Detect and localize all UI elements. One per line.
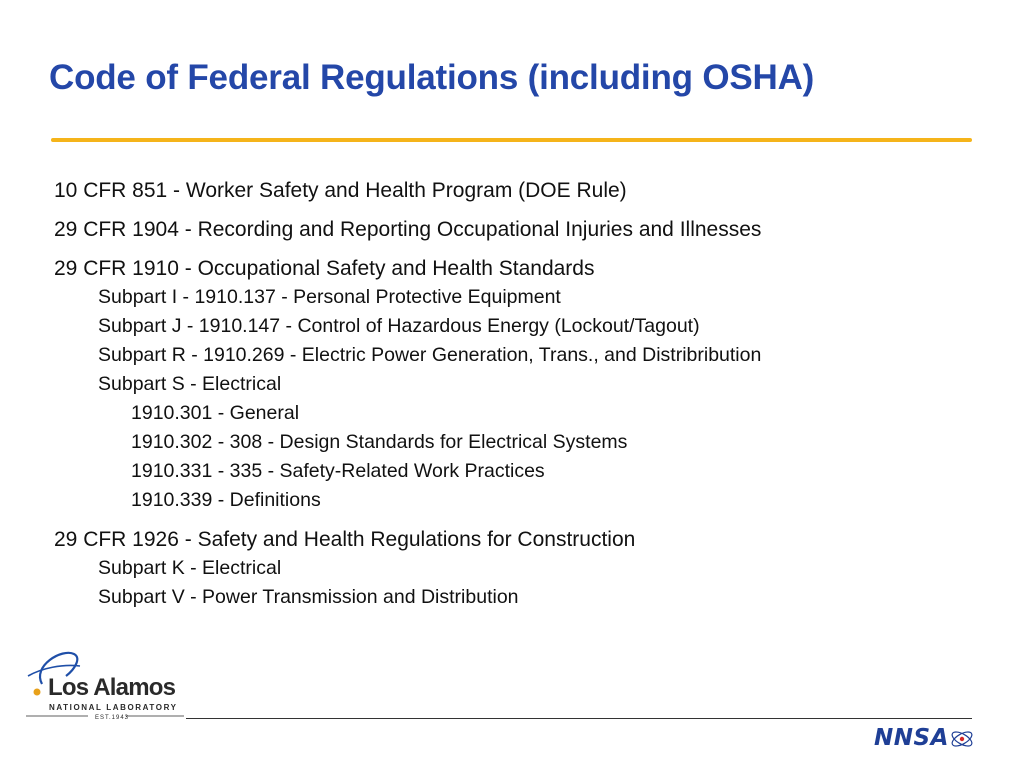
subpart-item: Subpart R - 1910.269 - Electric Power Generation, Trans., and Distribribution (98, 344, 762, 366)
slide-title: Code of Federal Regulations (including OSHA) (49, 58, 815, 97)
section-item: 1910.301 - General (131, 402, 300, 424)
lab-name: Los Alamos (48, 674, 176, 701)
section-item: 1910.302 - 308 - Design Standards for Electrical Systems (131, 431, 628, 453)
subpart-item: Subpart I - 1910.137 - Personal Protective Equipment (98, 286, 561, 308)
item-title: 29 CFR 1926 - Safety and Health Regulations for Construction (54, 528, 636, 551)
regulations-list (54, 176, 994, 622)
list-item (54, 525, 994, 612)
nnsa-logo-text: NNSA (874, 725, 949, 751)
lab-subtitle: NATIONAL LABORATORY (49, 703, 178, 712)
lab-established: EST.1943 (95, 715, 130, 721)
section-item: 1910.339 - Definitions (131, 489, 321, 511)
subpart-item: Subpart S - Electrical (98, 373, 282, 395)
footer-divider (186, 718, 972, 719)
subpart-item: Subpart K - Electrical (98, 557, 282, 579)
item-title: 10 CFR 851 - Worker Safety and Health Program (DOE Rule) (54, 179, 627, 202)
list-item (54, 176, 994, 205)
subpart-item: Subpart V - Power Transmission and Distribution (98, 586, 519, 608)
item-title: 29 CFR 1910 - Occupational Safety and Health Standards (54, 257, 595, 280)
section-item: 1910.331 - 335 - Safety-Related Work Practices (131, 460, 545, 482)
list-item (54, 215, 994, 244)
subpart-item: Subpart J - 1910.147 - Control of Hazardous Energy (Lockout/Tagout) (98, 315, 700, 337)
item-title: 29 CFR 1904 - Recording and Reporting Occupational Injuries and Illnesses (54, 218, 762, 241)
list-item (54, 254, 994, 515)
title-underline (51, 138, 972, 142)
